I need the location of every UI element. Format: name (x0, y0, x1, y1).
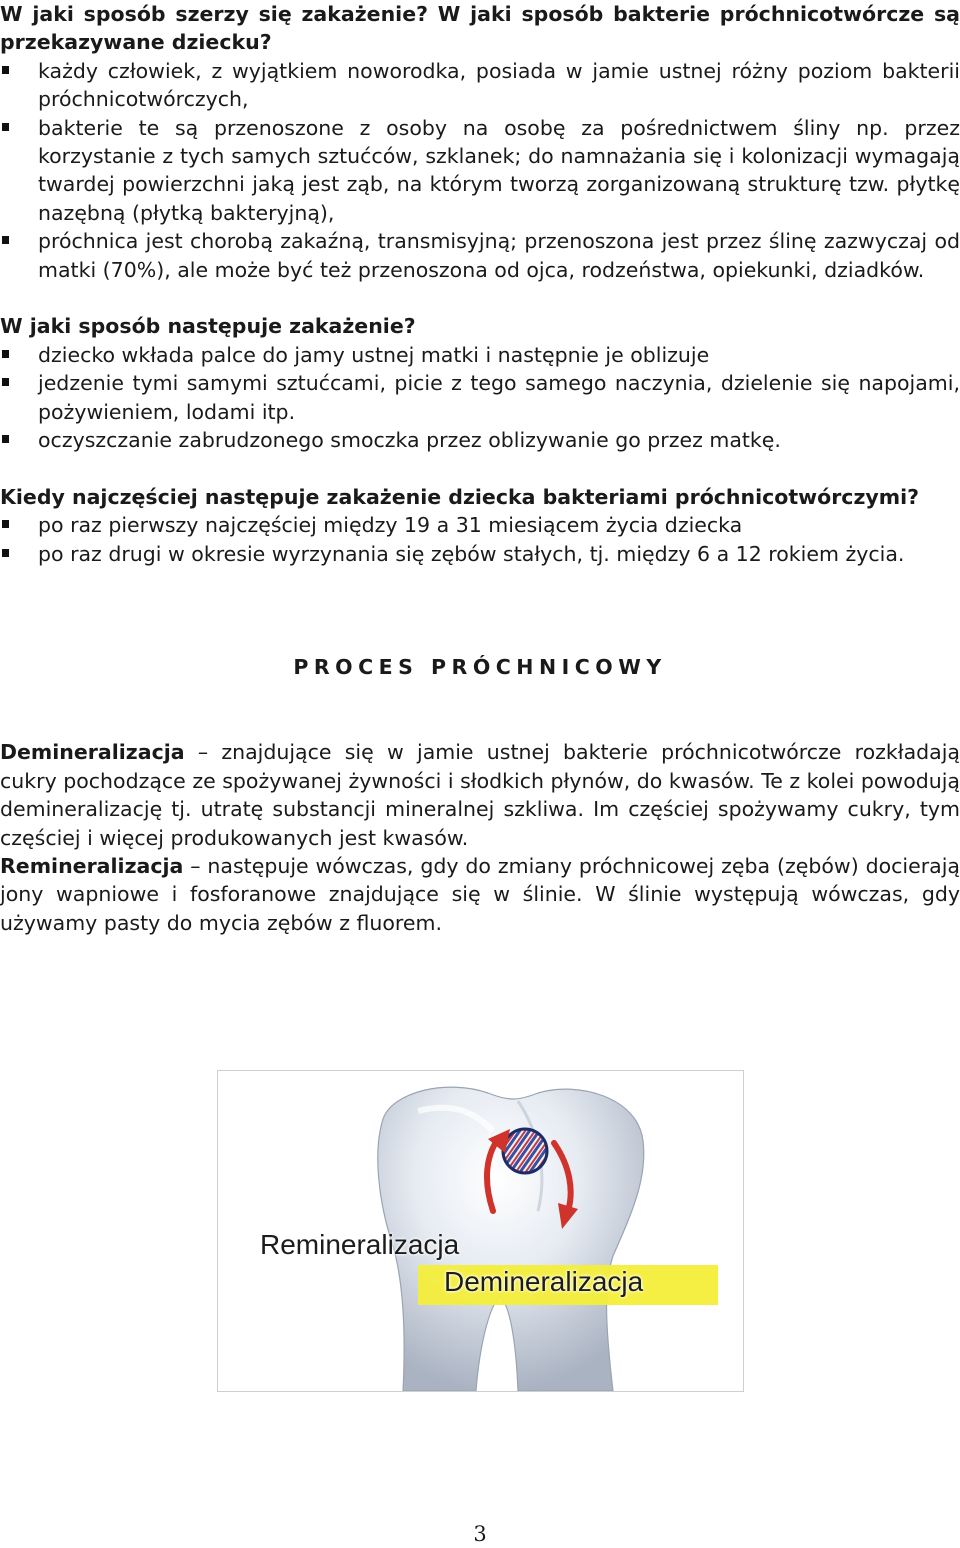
square-bullet-icon (2, 66, 9, 74)
section-heading-infection: W jaki sposób następuje zakażenie? (0, 314, 416, 339)
square-bullet-icon (2, 378, 9, 386)
page-number: 3 (473, 1522, 487, 1546)
demineralization-label: Demineralizacja (444, 1266, 644, 1297)
demineralization-text: – znajdujące się w jamie ustnej bakterie próchnicotwórcze rozkładają cukry pochodzące ze spożywanej żywności i słodkich płynów, do kwasów. Te z kolei powodują demineralizację tj. utratę substancji mineralnej szkliwa. Im częściej spożywamy cukry, tym częściej i więcej produkowanych jest kwasów. (0, 740, 960, 850)
remineralization-label: Remineralizacja (260, 1229, 460, 1260)
process-title: PROCES PRÓCHNICOWY (293, 655, 667, 680)
remineralization-paragraph (0, 852, 960, 937)
list-item: oczyszczanie zabrudzonego smoczka przez oblizywanie go przez matkę. (0, 426, 960, 454)
list-item: dziecko wkłada palce do jamy ustnej matki i następnie je oblizuje (0, 341, 960, 369)
list-item: po raz pierwszy najczęściej między 19 a 31 miesiącem życia dziecka (0, 511, 960, 539)
square-bullet-icon (2, 435, 9, 443)
remineralization-term: Remineralizacja (0, 854, 184, 879)
list-item: każdy człowiek, z wyjątkiem noworodka, posiada w jamie ustnej różny poziom bakterii próchnicotwórczych, (0, 57, 960, 114)
section-heading-when: Kiedy najczęściej następuje zakażenie dziecka bakteriami próchnicotwórczymi? (0, 484, 920, 509)
bullet-list-infection (0, 341, 960, 455)
square-bullet-icon (2, 520, 9, 528)
list-item: po raz drugi w okresie wyrzynania się zębów stałych, tj. między 6 a 12 rokiem życia. (0, 540, 960, 568)
list-item: jedzenie tymi samymi sztućcami, picie z tego samego naczynia, dzielenie się napojami, pożywieniem, lodami itp. (0, 369, 960, 426)
square-bullet-icon (2, 236, 9, 244)
section-heading-spread: W jaki sposób szerzy się zakażenie? W jaki sposób bakterie próchnicotwórcze są przekazywane dziecku? (0, 2, 960, 55)
enamel-crystal (503, 1129, 547, 1173)
square-bullet-icon (2, 123, 9, 131)
demineralization-paragraph (0, 738, 960, 852)
square-bullet-icon (2, 350, 9, 358)
remineralization-text: – następuje wówczas, gdy do zmiany próchnicowej zęba (zębów) docierają jony wapniowe i fosforanowe znajdujące się w ślinie. W ślinie występują wówczas, gdy używamy pasty do mycia zębów z fluorem. (0, 854, 960, 935)
square-bullet-icon (2, 549, 9, 557)
demineralization-term: Demineralizacja (0, 740, 185, 765)
bullet-list-spread (0, 57, 960, 284)
list-item: bakterie te są przenoszone z osoby na osobę za pośrednictwem śliny np. przez korzystanie z tych samych sztućców, szklanek; do namnażania się i kolonizacji wymagają twardej powierzchni jaką jest ząb, na którym tworzą zorganizowaną strukturę tzw. płytkę nazębną (płytką bakteryjną), (0, 114, 960, 228)
bullet-list-when (0, 511, 960, 568)
tooth-illustration (217, 1070, 744, 1392)
list-item: próchnica jest chorobą zakaźną, transmisyjną; przenoszona jest przez ślinę zazwyczaj od matki (70%), ale może być też przenoszona od ojca, rodzeństwa, opiekunki, dziadków. (0, 227, 960, 284)
